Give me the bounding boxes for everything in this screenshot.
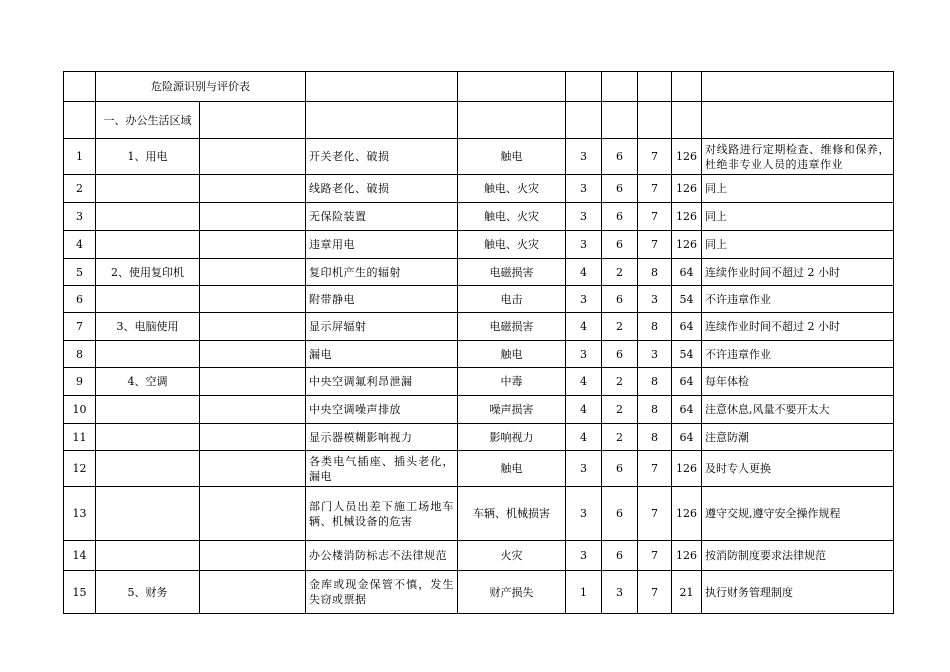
measure-cell: 不许违章作业: [702, 341, 894, 368]
e-value: 3: [602, 571, 638, 614]
risk-cell: 中毒: [458, 368, 566, 396]
hazard-cell: 各类电气插座、插头老化，漏电: [306, 451, 458, 487]
c-value: 7: [638, 487, 672, 541]
table-row: [64, 231, 894, 259]
table-row: [64, 541, 894, 571]
l-value: 3: [566, 487, 602, 541]
c-value: 7: [638, 139, 672, 175]
d-value: 64: [672, 396, 702, 424]
risk-cell: 触电: [458, 451, 566, 487]
empty-cell: [200, 451, 306, 487]
d-value: 64: [672, 424, 702, 451]
d-value: 126: [672, 175, 702, 203]
empty-cell: [200, 139, 306, 175]
hazard-assessment-table: [63, 71, 894, 614]
c-value: 7: [638, 541, 672, 571]
empty-cell: [200, 368, 306, 396]
empty-cell: [566, 72, 602, 102]
l-value: 3: [566, 231, 602, 259]
risk-cell: 影响视力: [458, 424, 566, 451]
measure-cell: 不许违章作业: [702, 286, 894, 313]
risk-cell: 车辆、机械损害: [458, 487, 566, 541]
d-value: 54: [672, 286, 702, 313]
hazard-cell: 显示器模糊影响视力: [306, 424, 458, 451]
empty-cell: [638, 72, 672, 102]
empty-cell: [306, 72, 458, 102]
e-value: 6: [602, 231, 638, 259]
l-value: 3: [566, 175, 602, 203]
risk-cell: 电磁损害: [458, 313, 566, 341]
l-value: 4: [566, 313, 602, 341]
area-cell: 5、财务: [96, 571, 200, 614]
d-value: 64: [672, 368, 702, 396]
empty-cell: [458, 102, 566, 139]
risk-cell: 触电、火灾: [458, 203, 566, 231]
row-number: 11: [64, 424, 96, 451]
row-number: 9: [64, 368, 96, 396]
empty-cell: [672, 102, 702, 139]
row-number: 12: [64, 451, 96, 487]
e-value: 6: [602, 203, 638, 231]
area-cell: 4、空调: [96, 368, 200, 396]
table-row: [64, 396, 894, 424]
empty-cell: [638, 102, 672, 139]
e-value: 6: [602, 286, 638, 313]
d-value: 64: [672, 313, 702, 341]
area-cell: 2、使用复印机: [96, 259, 200, 286]
risk-cell: 触电: [458, 139, 566, 175]
empty-cell: [200, 286, 306, 313]
c-value: 3: [638, 286, 672, 313]
hazard-cell: 中央空调氟利昂泄漏: [306, 368, 458, 396]
table-row: [64, 341, 894, 368]
row-number: 2: [64, 175, 96, 203]
area-cell: [96, 175, 200, 203]
row-number: 10: [64, 396, 96, 424]
c-value: 3: [638, 341, 672, 368]
empty-cell: [702, 102, 894, 139]
table-row: [64, 259, 894, 286]
table-row: [64, 368, 894, 396]
area-cell: [96, 396, 200, 424]
empty-cell: [602, 102, 638, 139]
area-cell: [96, 341, 200, 368]
empty-cell: [200, 175, 306, 203]
measure-cell: 按消防制度要求法律规范: [702, 541, 894, 571]
empty-cell: [200, 259, 306, 286]
empty-cell: [200, 341, 306, 368]
l-value: 3: [566, 451, 602, 487]
empty-cell: [602, 72, 638, 102]
c-value: 7: [638, 203, 672, 231]
e-value: 6: [602, 541, 638, 571]
empty-cell: [200, 313, 306, 341]
row-number: 14: [64, 541, 96, 571]
empty-cell: [200, 487, 306, 541]
hazard-cell: 附带静电: [306, 286, 458, 313]
row-number: 6: [64, 286, 96, 313]
e-value: 2: [602, 424, 638, 451]
risk-cell: 噪声损害: [458, 396, 566, 424]
l-value: 3: [566, 139, 602, 175]
l-value: 4: [566, 424, 602, 451]
measure-cell: 每年体检: [702, 368, 894, 396]
area-cell: [96, 231, 200, 259]
empty-cell: [566, 102, 602, 139]
area-cell: 3、电脑使用: [96, 313, 200, 341]
hazard-cell: 金库或现金保管不慎，发生失窃或票据: [306, 571, 458, 614]
measure-cell: 注意休息,风量不要开太大: [702, 396, 894, 424]
row-number: 7: [64, 313, 96, 341]
l-value: 4: [566, 396, 602, 424]
table-title: 危险源识别与评价表: [96, 72, 306, 102]
c-value: 7: [638, 175, 672, 203]
e-value: 6: [602, 139, 638, 175]
measure-cell: 连续作业时间不超过 2 小时: [702, 313, 894, 341]
c-value: 7: [638, 451, 672, 487]
d-value: 21: [672, 571, 702, 614]
empty-cell: [200, 541, 306, 571]
c-value: 8: [638, 396, 672, 424]
empty-cell: [64, 72, 96, 102]
area-cell: [96, 487, 200, 541]
table-row: [64, 175, 894, 203]
empty-cell: [200, 203, 306, 231]
risk-cell: 电击: [458, 286, 566, 313]
risk-cell: 触电: [458, 341, 566, 368]
l-value: 4: [566, 368, 602, 396]
empty-cell: [200, 102, 306, 139]
empty-cell: [200, 571, 306, 614]
empty-cell: [200, 396, 306, 424]
e-value: 2: [602, 368, 638, 396]
measure-cell: 同上: [702, 203, 894, 231]
risk-cell: 触电、火灾: [458, 175, 566, 203]
measure-cell: 连续作业时间不超过 2 小时: [702, 259, 894, 286]
risk-cell: 电磁损害: [458, 259, 566, 286]
area-cell: [96, 451, 200, 487]
measure-cell: 同上: [702, 175, 894, 203]
area-cell: 1、用电: [96, 139, 200, 175]
area-cell: [96, 541, 200, 571]
e-value: 6: [602, 487, 638, 541]
l-value: 1: [566, 571, 602, 614]
l-value: 4: [566, 259, 602, 286]
l-value: 3: [566, 203, 602, 231]
d-value: 54: [672, 341, 702, 368]
empty-cell: [64, 102, 96, 139]
l-value: 3: [566, 541, 602, 571]
c-value: 8: [638, 313, 672, 341]
e-value: 6: [602, 451, 638, 487]
c-value: 8: [638, 259, 672, 286]
hazard-cell: 违章用电: [306, 231, 458, 259]
measure-cell: 及时专人更换: [702, 451, 894, 487]
row-number: 5: [64, 259, 96, 286]
section-heading: 一、办公生活区域: [96, 102, 200, 139]
row-number: 13: [64, 487, 96, 541]
d-value: 126: [672, 203, 702, 231]
table-row: [64, 313, 894, 341]
risk-cell: 火灾: [458, 541, 566, 571]
row-number: 4: [64, 231, 96, 259]
table-row: [64, 203, 894, 231]
d-value: 126: [672, 231, 702, 259]
measure-cell: 注意防潮: [702, 424, 894, 451]
measure-cell: 同上: [702, 231, 894, 259]
e-value: 6: [602, 341, 638, 368]
measure-cell: 执行财务管理制度: [702, 571, 894, 614]
table-row: [64, 139, 894, 175]
hazard-cell: 无保险装置: [306, 203, 458, 231]
empty-cell: [200, 424, 306, 451]
empty-cell: [702, 72, 894, 102]
area-cell: [96, 424, 200, 451]
risk-cell: 触电、火灾: [458, 231, 566, 259]
d-value: 64: [672, 259, 702, 286]
title-row: [64, 72, 894, 102]
table-row: [64, 451, 894, 487]
d-value: 126: [672, 451, 702, 487]
table-row: [64, 286, 894, 313]
row-number: 15: [64, 571, 96, 614]
empty-cell: [672, 72, 702, 102]
hazard-cell: 复印机产生的辐射: [306, 259, 458, 286]
d-value: 126: [672, 139, 702, 175]
table-row: [64, 571, 894, 614]
hazard-cell: 线路老化、破损: [306, 175, 458, 203]
area-cell: [96, 203, 200, 231]
measure-cell: 遵守交规,遵守安全操作规程: [702, 487, 894, 541]
hazard-cell: 中央空调噪声排放: [306, 396, 458, 424]
table-row: [64, 424, 894, 451]
hazard-cell: 漏电: [306, 341, 458, 368]
e-value: 6: [602, 175, 638, 203]
risk-cell: 财产损失: [458, 571, 566, 614]
d-value: 126: [672, 541, 702, 571]
empty-cell: [200, 231, 306, 259]
row-number: 1: [64, 139, 96, 175]
l-value: 3: [566, 341, 602, 368]
hazard-cell: 办公楼消防标志不法律规范: [306, 541, 458, 571]
e-value: 2: [602, 313, 638, 341]
row-number: 8: [64, 341, 96, 368]
c-value: 8: [638, 368, 672, 396]
hazard-cell: 开关老化、破损: [306, 139, 458, 175]
hazard-cell: 部门人员出差下施工场地车辆、机械设备的危害: [306, 487, 458, 541]
area-cell: [96, 286, 200, 313]
d-value: 126: [672, 487, 702, 541]
empty-cell: [306, 102, 458, 139]
section-row: [64, 102, 894, 139]
table-row: [64, 487, 894, 541]
c-value: 7: [638, 571, 672, 614]
row-number: 3: [64, 203, 96, 231]
hazard-cell: 显示屏辐射: [306, 313, 458, 341]
c-value: 7: [638, 231, 672, 259]
l-value: 3: [566, 286, 602, 313]
empty-cell: [458, 72, 566, 102]
e-value: 2: [602, 259, 638, 286]
c-value: 8: [638, 424, 672, 451]
measure-cell: 对线路进行定期检查、维修和保养，杜绝非专业人员的违章作业: [702, 139, 894, 175]
e-value: 2: [602, 396, 638, 424]
